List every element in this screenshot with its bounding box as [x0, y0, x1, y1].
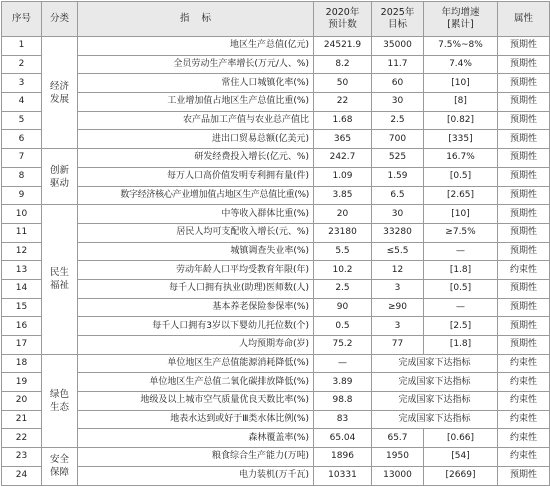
- table-row: [2, 261, 550, 280]
- row-number-cell: 9: [2, 186, 42, 205]
- row-number-cell: 17: [2, 336, 42, 355]
- value-2020-cell: 98.8: [314, 392, 372, 411]
- target-2025-cell: 1.59: [372, 167, 424, 186]
- indicator-table: [1, 1, 550, 486]
- table-row: [2, 317, 550, 336]
- value-2020-cell: 23180: [314, 223, 372, 242]
- table-row: [2, 298, 550, 317]
- attribute-cell: 预期性: [498, 279, 550, 298]
- indicator-cell: 农产品加工产值与农业总产值比: [78, 111, 314, 130]
- value-2020-cell: 365: [314, 130, 372, 149]
- row-number-cell: 20: [2, 392, 42, 411]
- value-2020-cell: 20: [314, 205, 372, 224]
- row-number-cell: 13: [2, 261, 42, 280]
- attribute-cell: 预期性: [498, 466, 550, 485]
- table-row: [2, 392, 550, 411]
- indicator-cell: 居民人均可支配收入增长(元、%): [78, 223, 314, 242]
- row-number-cell: 24: [2, 466, 42, 485]
- indicator-cell: 每千人口拥有3岁以下婴幼儿托位数(个): [78, 317, 314, 336]
- value-2020-cell: 50: [314, 74, 372, 93]
- growth-cell: —: [424, 242, 498, 261]
- target-2025-cell: 3: [372, 279, 424, 298]
- table-row: [2, 74, 550, 93]
- target-2025-cell: 77: [372, 336, 424, 355]
- row-number-cell: 16: [2, 317, 42, 336]
- table-row: [2, 336, 550, 355]
- target-2025-cell: 11.7: [372, 55, 424, 74]
- row-number-cell: 19: [2, 373, 42, 392]
- target-2025-cell: 65.7: [372, 429, 424, 448]
- target-2025-cell: 33280: [372, 223, 424, 242]
- growth-cell: [0.5]: [424, 167, 498, 186]
- table-row: [2, 149, 550, 168]
- growth-cell: [335]: [424, 130, 498, 149]
- attribute-cell: 预期性: [498, 336, 550, 355]
- indicator-cell: 数字经济核心产业增加值占地区生产总值比重(%): [78, 186, 314, 205]
- value-2020-cell: 5.5: [314, 242, 372, 261]
- attribute-cell: 预期性: [498, 186, 550, 205]
- row-number-cell: 8: [2, 167, 42, 186]
- row-number-cell: 6: [2, 130, 42, 149]
- header-category: 分类: [42, 2, 78, 37]
- attribute-cell: 约束性: [498, 354, 550, 373]
- header-no: 序号: [2, 2, 42, 37]
- indicator-cell: 全员劳动生产率增长(万元/人、%): [78, 55, 314, 74]
- target-2025-cell: 1950: [372, 448, 424, 467]
- table-row: [2, 279, 550, 298]
- growth-cell: 7.4%: [424, 55, 498, 74]
- target-2025-cell: 6.5: [372, 186, 424, 205]
- table-row: [2, 354, 550, 373]
- row-number-cell: 1: [2, 37, 42, 56]
- attribute-cell: 预期性: [498, 55, 550, 74]
- row-number-cell: 10: [2, 205, 42, 224]
- table-row: [2, 429, 550, 448]
- value-2020-cell: 90: [314, 298, 372, 317]
- row-number-cell: 15: [2, 298, 42, 317]
- indicator-cell: 劳动年龄人口平均受教育年限(年): [78, 261, 314, 280]
- attribute-cell: 约束性: [498, 429, 550, 448]
- value-2020-cell: 22: [314, 93, 372, 112]
- indicator-cell: 单位地区生产总值二氧化碳排放降低(%): [78, 373, 314, 392]
- table-row: [2, 373, 550, 392]
- target-2025-cell: 700: [372, 130, 424, 149]
- target-2025-cell: ≤5.5: [372, 242, 424, 261]
- growth-cell: [0.5]: [424, 279, 498, 298]
- row-number-cell: 3: [2, 74, 42, 93]
- growth-cell: —: [424, 298, 498, 317]
- target-2025-cell: 3: [372, 317, 424, 336]
- target-merged-cell: 完成国家下达指标: [372, 392, 498, 411]
- value-2020-cell: 1.68: [314, 111, 372, 130]
- growth-cell: [10]: [424, 74, 498, 93]
- row-number-cell: 18: [2, 354, 42, 373]
- growth-cell: 7.5%~8%: [424, 37, 498, 56]
- header-attribute: 属性: [498, 2, 550, 37]
- category-cell: 民生 福祉: [42, 205, 78, 355]
- attribute-cell: 预期性: [498, 149, 550, 168]
- growth-cell: [10]: [424, 205, 498, 224]
- row-number-cell: 2: [2, 55, 42, 74]
- attribute-cell: 预期性: [498, 298, 550, 317]
- target-2025-cell: 35000: [372, 37, 424, 56]
- attribute-cell: 预期性: [498, 167, 550, 186]
- growth-cell: [8]: [424, 93, 498, 112]
- table-row: [2, 242, 550, 261]
- value-2020-cell: 65.04: [314, 429, 372, 448]
- attribute-cell: 约束性: [498, 410, 550, 429]
- attribute-cell: 预期性: [498, 242, 550, 261]
- row-number-cell: 21: [2, 410, 42, 429]
- table-row: [2, 111, 550, 130]
- value-2020-cell: 3.85: [314, 186, 372, 205]
- attribute-cell: 预期性: [498, 205, 550, 224]
- row-number-cell: 4: [2, 93, 42, 112]
- header-growth: 年均增速 [累计]: [424, 2, 498, 37]
- category-cell: 创新 驱动: [42, 149, 78, 205]
- indicator-cell: 每千人口拥有执业(助理)医师数(人): [78, 279, 314, 298]
- indicator-cell: 粮食综合生产能力(万吨): [78, 448, 314, 467]
- indicator-cell: 工业增加值占地区生产总值比重(%): [78, 93, 314, 112]
- attribute-cell: 约束性: [498, 261, 550, 280]
- target-2025-cell: 13000: [372, 466, 424, 485]
- target-2025-cell: ≥90: [372, 298, 424, 317]
- row-number-cell: 22: [2, 429, 42, 448]
- attribute-cell: 预期性: [498, 74, 550, 93]
- growth-cell: [1.8]: [424, 261, 498, 280]
- value-2020-cell: 1896: [314, 448, 372, 467]
- table-row: [2, 130, 550, 149]
- growth-cell: [2.65]: [424, 186, 498, 205]
- growth-cell: [1.8]: [424, 336, 498, 355]
- value-2020-cell: 83: [314, 410, 372, 429]
- indicator-cell: 森林覆盖率(%): [78, 429, 314, 448]
- value-2020-cell: 1.09: [314, 167, 372, 186]
- indicator-cell: 常住人口城镇化率(%): [78, 74, 314, 93]
- indicator-cell: 城镇调查失业率(%): [78, 242, 314, 261]
- table-body: [2, 37, 550, 486]
- indicator-cell: 地表水达到或好于Ⅲ类水体比例(%): [78, 410, 314, 429]
- value-2020-cell: 75.2: [314, 336, 372, 355]
- value-2020-cell: 10.2: [314, 261, 372, 280]
- value-2020-cell: —: [314, 354, 372, 373]
- attribute-cell: 约束性: [498, 448, 550, 467]
- attribute-cell: 预期性: [498, 130, 550, 149]
- target-2025-cell: 12: [372, 261, 424, 280]
- table-row: [2, 410, 550, 429]
- category-cell: 经济 发展: [42, 37, 78, 149]
- value-2020-cell: 242.7: [314, 149, 372, 168]
- table-row: [2, 466, 550, 485]
- growth-cell: [0.82]: [424, 111, 498, 130]
- target-2025-cell: 525: [372, 149, 424, 168]
- table-row: [2, 93, 550, 112]
- indicator-cell: 电力装机(万千瓦): [78, 466, 314, 485]
- row-number-cell: 12: [2, 242, 42, 261]
- row-number-cell: 7: [2, 149, 42, 168]
- indicator-cell: 每万人口高价值发明专利拥有量(件): [78, 167, 314, 186]
- value-2020-cell: 0.5: [314, 317, 372, 336]
- indicator-cell: 基本养老保险参保率(%): [78, 298, 314, 317]
- target-2025-cell: 30: [372, 93, 424, 112]
- target-merged-cell: 完成国家下达指标: [372, 354, 498, 373]
- header-indicator: 指 标: [78, 2, 314, 37]
- header-2020: 2020年 预计数: [314, 2, 372, 37]
- category-cell: 安全 保障: [42, 448, 78, 485]
- indicator-cell: 地级及以上城市空气质量优良天数比率(%): [78, 392, 314, 411]
- attribute-cell: 预期性: [498, 317, 550, 336]
- row-number-cell: 11: [2, 223, 42, 242]
- growth-cell: [2.5]: [424, 317, 498, 336]
- value-2020-cell: 10331: [314, 466, 372, 485]
- table-row: [2, 205, 550, 224]
- target-merged-cell: 完成国家下达指标: [372, 373, 498, 392]
- growth-cell: ≥7.5%: [424, 223, 498, 242]
- value-2020-cell: 24521.9: [314, 37, 372, 56]
- table-row: [2, 37, 550, 56]
- indicator-cell: 进出口贸易总额(亿美元): [78, 130, 314, 149]
- value-2020-cell: 2.5: [314, 279, 372, 298]
- row-number-cell: 5: [2, 111, 42, 130]
- table-row: [2, 186, 550, 205]
- header-2025: 2025年 目标: [372, 2, 424, 37]
- value-2020-cell: 3.89: [314, 373, 372, 392]
- attribute-cell: 约束性: [498, 373, 550, 392]
- indicator-cell: 单位地区生产总值能源消耗降低(%): [78, 354, 314, 373]
- table-row: [2, 448, 550, 467]
- row-number-cell: 23: [2, 448, 42, 467]
- target-merged-cell: 完成国家下达指标: [372, 410, 498, 429]
- growth-cell: [2669]: [424, 466, 498, 485]
- indicator-cell: 研发经费投入增长(亿元、%): [78, 149, 314, 168]
- target-2025-cell: 60: [372, 74, 424, 93]
- attribute-cell: 预期性: [498, 111, 550, 130]
- attribute-cell: 约束性: [498, 392, 550, 411]
- growth-cell: 16.7%: [424, 149, 498, 168]
- indicator-cell: 中等收入群体比重(%): [78, 205, 314, 224]
- attribute-cell: 预期性: [498, 37, 550, 56]
- value-2020-cell: 8.2: [314, 55, 372, 74]
- attribute-cell: 预期性: [498, 223, 550, 242]
- growth-cell: [0.66]: [424, 429, 498, 448]
- attribute-cell: 预期性: [498, 93, 550, 112]
- table-row: [2, 55, 550, 74]
- growth-cell: [54]: [424, 448, 498, 467]
- row-number-cell: 14: [2, 279, 42, 298]
- table-container: [1, 1, 550, 486]
- indicator-cell: 地区生产总值(亿元): [78, 37, 314, 56]
- target-2025-cell: 30: [372, 205, 424, 224]
- indicator-cell: 人均预期寿命(岁): [78, 336, 314, 355]
- target-2025-cell: 2.5: [372, 111, 424, 130]
- table-row: [2, 223, 550, 242]
- table-row: [2, 167, 550, 186]
- category-cell: 绿色 生态: [42, 354, 78, 447]
- header-row: [2, 2, 550, 37]
